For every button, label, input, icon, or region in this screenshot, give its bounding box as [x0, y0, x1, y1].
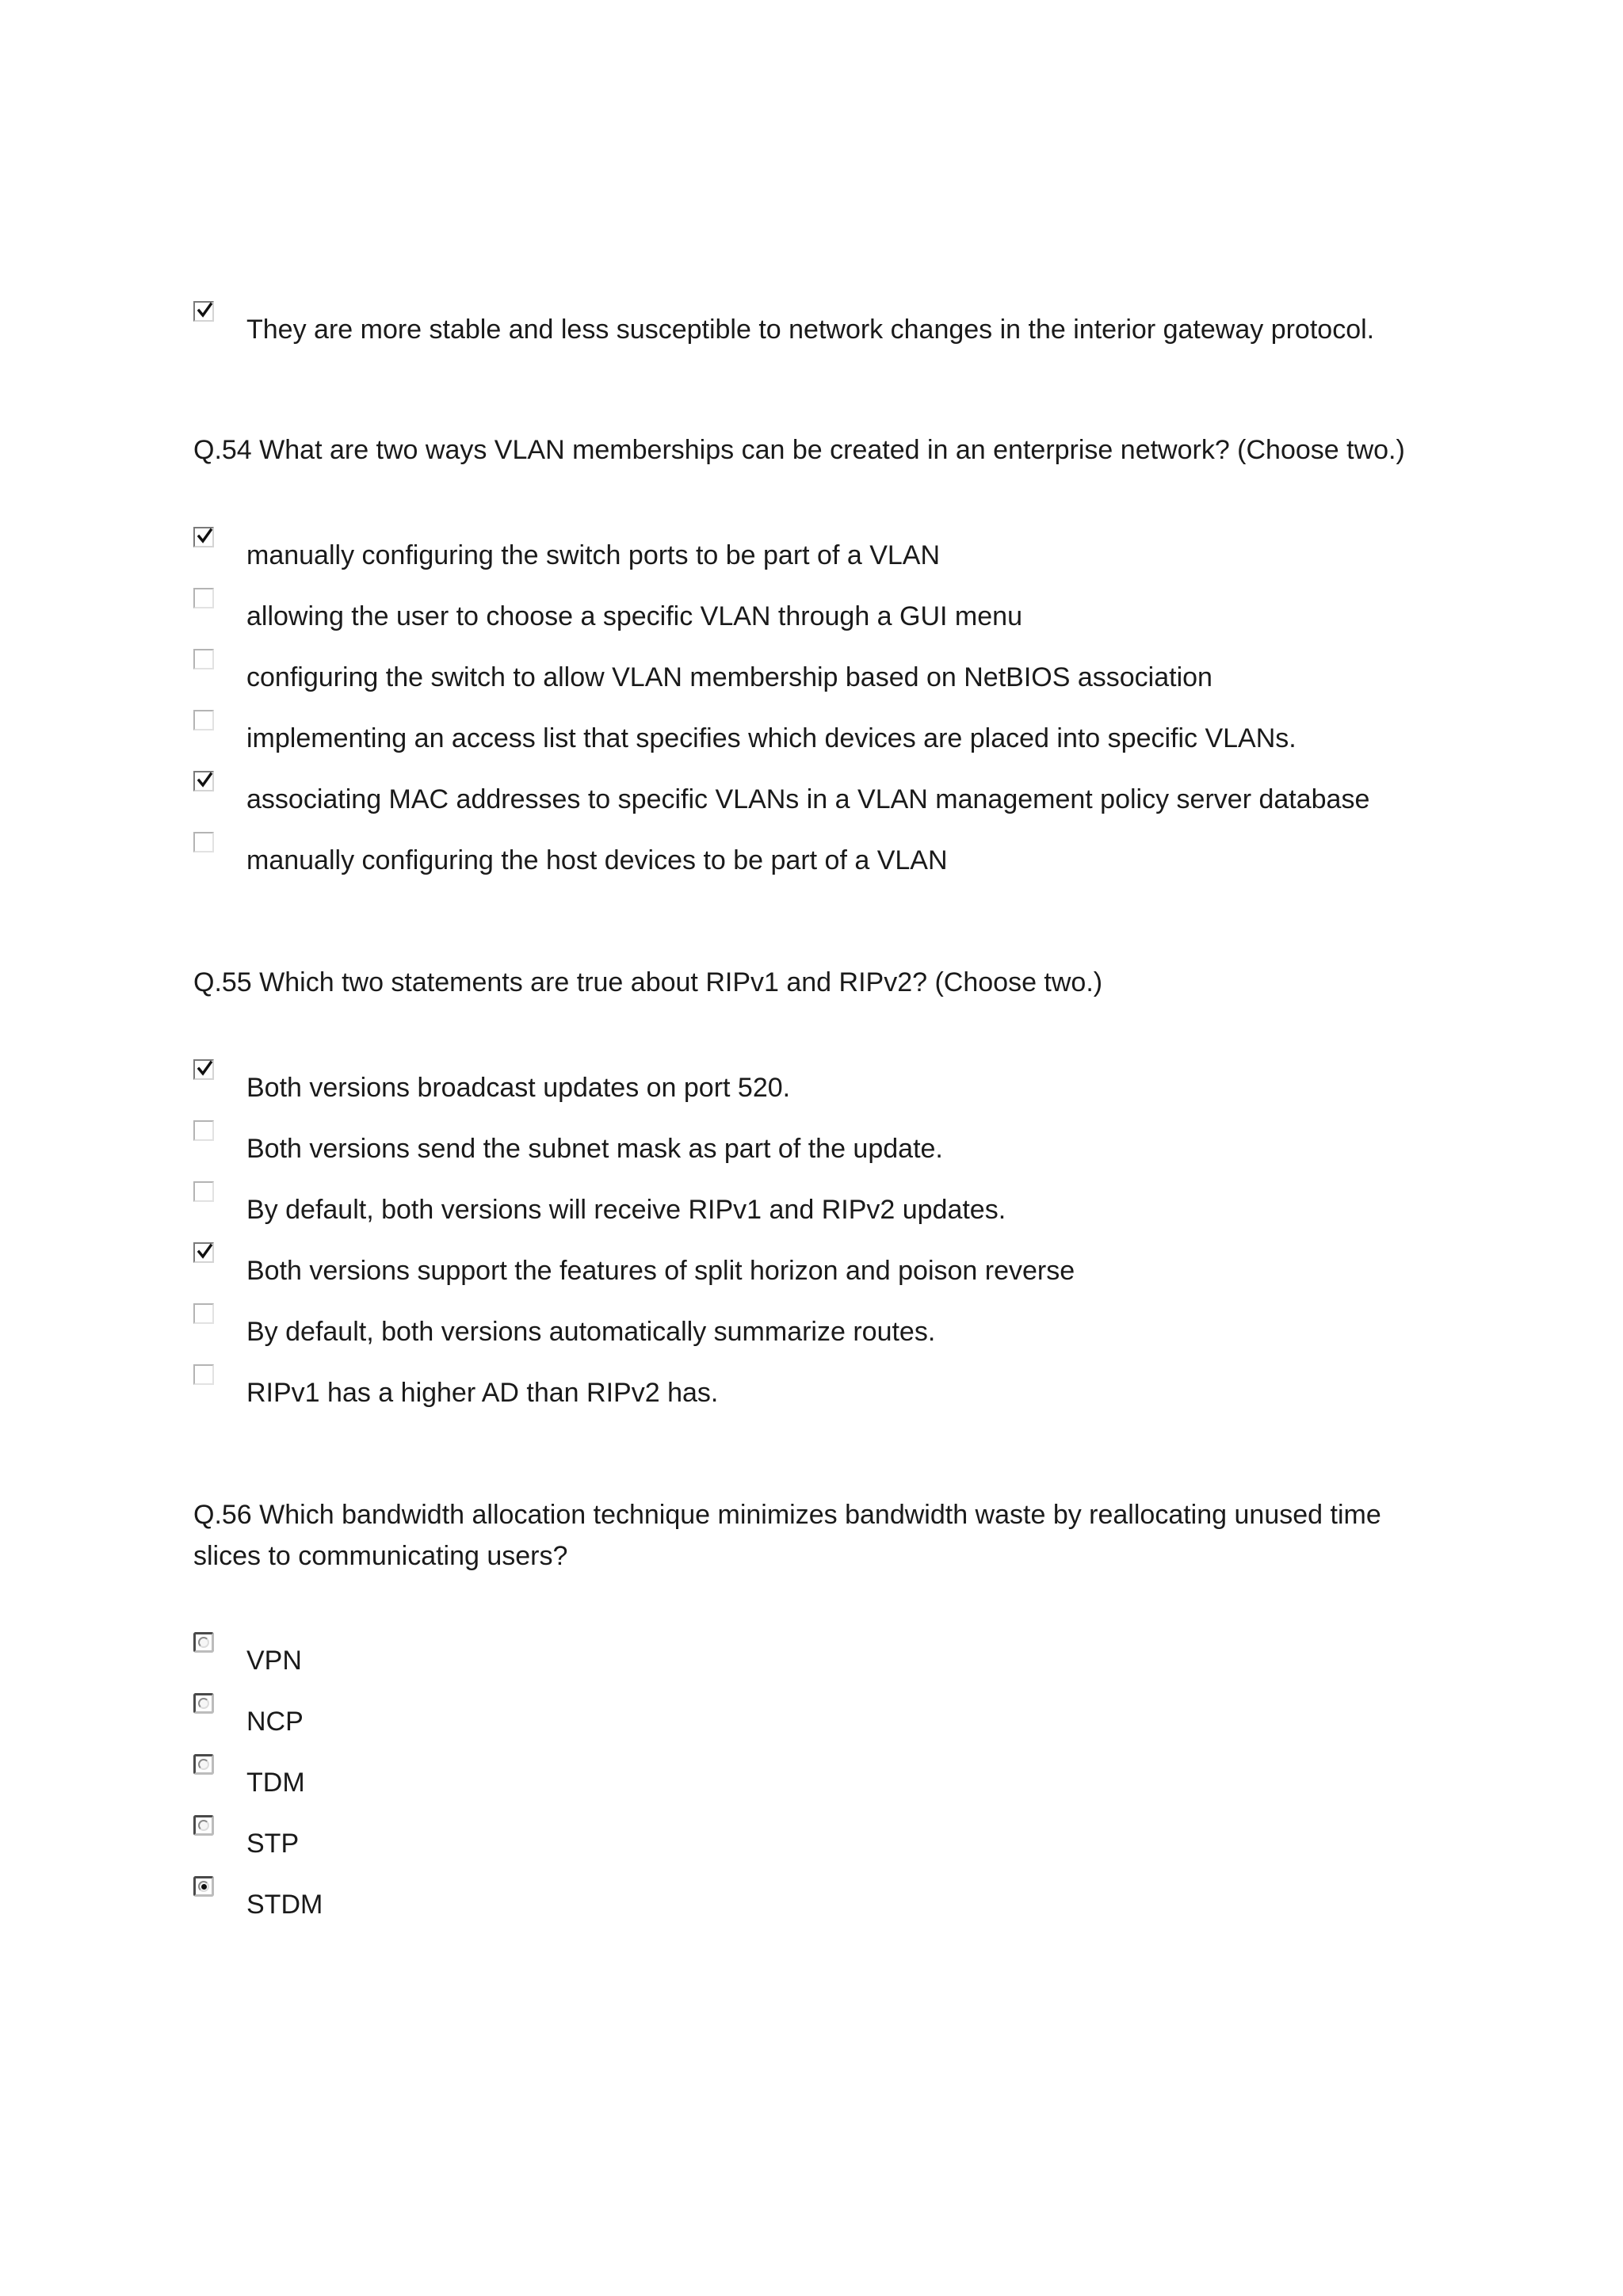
option-label: manually configuring the switch ports to be part of a VLAN — [246, 540, 941, 570]
option-label: STP — [246, 1829, 300, 1859]
checkbox-icon[interactable] — [193, 649, 214, 669]
checkmark-icon — [197, 300, 213, 319]
checkbox-icon[interactable] — [193, 1181, 214, 1202]
option-label: VPN — [246, 1646, 302, 1676]
checkbox-icon[interactable] — [193, 1303, 214, 1324]
checkbox-icon[interactable] — [193, 1120, 214, 1141]
q54-option-1[interactable] — [193, 527, 1461, 574]
checkmark-icon — [197, 770, 213, 789]
q55-option-6[interactable] — [193, 1364, 1461, 1412]
checkbox-icon[interactable] — [193, 1242, 214, 1263]
checkmark-icon — [197, 526, 213, 545]
prev-answer-option[interactable] — [193, 301, 1461, 349]
option-label: STDM — [246, 1890, 323, 1920]
q55-option-1[interactable] — [193, 1059, 1461, 1107]
checkbox-icon[interactable] — [193, 1364, 214, 1385]
question-55-prompt: Q.55 Which two statements are true about RIPv1 and RIPv2? (Choose two.) — [193, 967, 1103, 997]
option-label: Both versions broadcast updates on port 520. — [246, 1073, 791, 1103]
option-label: associating MAC addresses to specific VLANs in a VLAN management policy server database — [246, 784, 1370, 814]
option-label: By default, both versions will receive RIPv1 and RIPv2 updates. — [246, 1195, 1006, 1225]
q54-option-5[interactable] — [193, 771, 1461, 818]
q56-option-1[interactable] — [193, 1632, 1461, 1680]
q56-option-2[interactable] — [193, 1693, 1461, 1741]
radio-button-icon[interactable] — [193, 1693, 214, 1714]
q54-option-6[interactable] — [193, 832, 1461, 879]
radio-button-icon[interactable] — [193, 1632, 214, 1653]
q54-option-4[interactable] — [193, 710, 1461, 757]
option-label: Both versions support the features of split horizon and poison reverse — [246, 1256, 1075, 1286]
radio-button-icon[interactable] — [193, 1876, 214, 1897]
checkbox-icon[interactable] — [193, 1059, 214, 1080]
q55-option-2[interactable] — [193, 1120, 1461, 1168]
checkbox-icon[interactable] — [193, 710, 214, 730]
question-56-prompt: Q.56 Which bandwidth allocation technique minimizes bandwidth waste by reallocating unused time slices to communicating users? — [193, 1500, 1381, 1571]
radio-button-icon[interactable] — [193, 1754, 214, 1775]
option-label: They are more stable and less susceptible to network changes in the interior gateway protocol. — [246, 315, 1375, 345]
option-label: manually configuring the host devices to be part of a VLAN — [246, 845, 948, 875]
checkbox-icon[interactable] — [193, 588, 214, 608]
option-label: TDM — [246, 1768, 305, 1798]
question-54-prompt: Q.54 What are two ways VLAN memberships can be created in an enterprise network? (Choose two.) — [193, 435, 1405, 465]
q55-option-3[interactable] — [193, 1181, 1461, 1229]
option-label: implementing an access list that specifies which devices are placed into specific VLANs. — [246, 723, 1296, 753]
option-label: configuring the switch to allow VLAN membership based on NetBIOS association — [246, 662, 1212, 692]
q54-option-2[interactable] — [193, 588, 1461, 635]
checkmark-icon — [197, 1058, 213, 1077]
option-label: NCP — [246, 1707, 304, 1737]
q56-option-3[interactable] — [193, 1754, 1461, 1802]
checkbox-icon[interactable] — [193, 771, 214, 791]
q56-option-5[interactable] — [193, 1876, 1461, 1924]
q55-option-5[interactable] — [193, 1303, 1461, 1351]
radio-selected-dot-icon — [201, 1884, 207, 1890]
checkbox-icon[interactable] — [193, 301, 214, 322]
q55-option-4[interactable] — [193, 1242, 1461, 1290]
option-label: allowing the user to choose a specific VLAN through a GUI menu — [246, 601, 1022, 631]
q54-option-3[interactable] — [193, 649, 1461, 696]
option-label: By default, both versions automatically summarize routes. — [246, 1317, 936, 1347]
checkbox-icon[interactable] — [193, 527, 214, 547]
checkbox-icon[interactable] — [193, 832, 214, 852]
option-label: RIPv1 has a higher AD than RIPv2 has. — [246, 1378, 719, 1408]
option-label: Both versions send the subnet mask as part of the update. — [246, 1134, 943, 1164]
radio-button-icon[interactable] — [193, 1815, 214, 1836]
q56-option-4[interactable] — [193, 1815, 1461, 1863]
checkmark-icon — [197, 1241, 213, 1261]
